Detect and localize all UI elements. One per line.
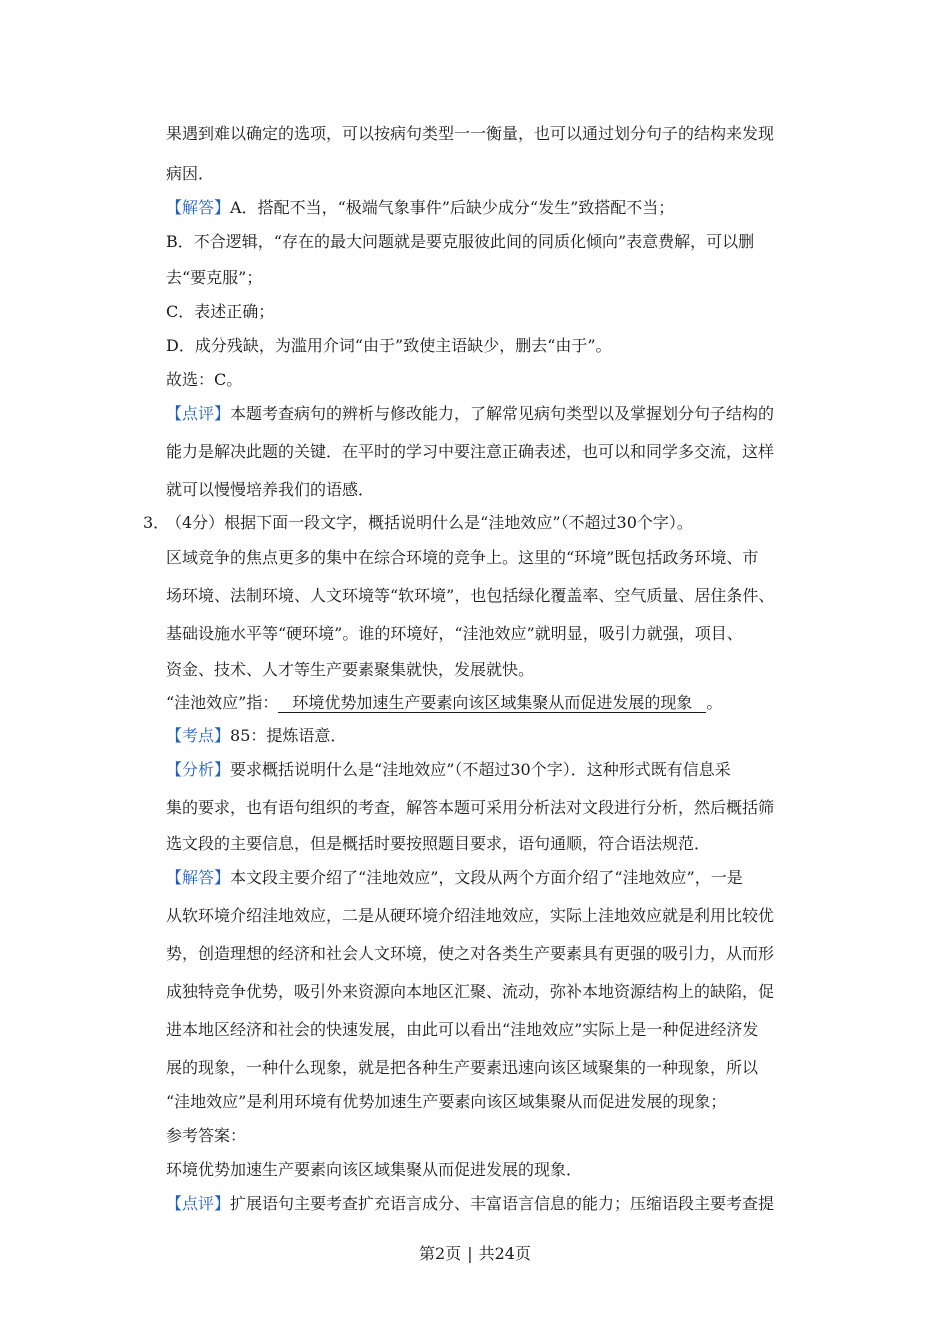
comment-paragraph: 【点评】扩展语句主要考查扩充语言成分、丰富语言信息的能力；压缩语段主要考查提 <box>166 1194 775 1213</box>
keypoint-tag: 【考点】 <box>166 726 231 745</box>
text-line: B．不合逻辑，“存在的最大问题就是要克服彼此间的同质化倾向”表意费解，可以删 <box>166 232 755 251</box>
solution-paragraph: 【解答】A．搭配不当，“极端气象事件”后缺少成分“发生”致搭配不当； <box>166 198 675 217</box>
page-footer <box>0 1244 950 1264</box>
question-number: 3． <box>143 513 170 532</box>
comment-paragraph: 【点评】本题考查病句的辨析与修改能力，了解常见病句类型以及掌握划分句子结构的 <box>166 404 775 423</box>
passage-line: 资金、技术、人才等生产要素聚集就快，发展就快。 <box>166 660 535 679</box>
keypoint-paragraph: 【考点】85：提炼语意． <box>166 726 347 745</box>
solution-tag: 【解答】 <box>166 868 231 887</box>
comment-tag: 【点评】 <box>166 404 231 423</box>
analysis-paragraph: 【分析】要求概括说明什么是“洼地效应”（不超过30个字）．这种形式既有信息采 <box>166 760 731 779</box>
text-line: 环境优势加速生产要素向该区域集聚从而促进发展的现象． <box>166 1160 583 1179</box>
text-line: 能力是解决此题的关键．在平时的学习中要注意正确表述，也可以和同学多交流，这样 <box>166 442 775 461</box>
text-line: 参考答案： <box>166 1126 247 1145</box>
text-line: 选文段的主要信息，但是概括时要按照题目要求，语句通顺，符合语法规范． <box>166 834 711 853</box>
text-line: 展的现象，一种什么现象，就是把各种生产要素迅速向该区域聚集的一种现象，所以 <box>166 1058 759 1077</box>
page-number: 第2页 <box>419 1244 462 1263</box>
text-line: 果遇到难以确定的选项，可以按病句类型一一衡量，也可以通过划分句子的结构来发现 <box>166 124 775 143</box>
text-line: 成独特竞争优势，吸引外来资源向本地区汇聚、流动，弥补本地资源结构上的缺陷，促 <box>166 982 775 1001</box>
footer-separator: | <box>467 1244 473 1263</box>
text-line: 进本地区经济和社会的快速发展，由此可以看出“洼地效应”实际上是一种促进经济发 <box>166 1020 759 1039</box>
solution-paragraph: 【解答】本文段主要介绍了“洼地效应”，文段从两个方面介绍了“洼地效应”，一是 <box>166 868 743 887</box>
text-line: C．表述正确； <box>166 302 275 321</box>
solution-tag: 【解答】 <box>166 198 231 217</box>
page-total: 共24页 <box>478 1244 531 1263</box>
passage-line: 基础设施水平等“硬环境”。谁的环境好，“洼池效应”就明显，吸引力就强，项目、 <box>166 624 743 643</box>
analysis-tag: 【分析】 <box>166 760 231 779</box>
text-line: 去“要克服”； <box>166 268 263 287</box>
text-line: 从软环境介绍洼地效应，二是从硬环境介绍洼地效应，实际上洼地效应就是利用比较优 <box>166 906 775 925</box>
question-stem: （4分）根据下面一段文字，概括说明什么是“洼地效应”（不超过30个字）。 <box>166 513 693 532</box>
passage-line: 区域竞争的焦点更多的集中在综合环境的竞争上。这里的“环境”既包括政务环境、市 <box>166 548 759 567</box>
text-line: 故选：C。 <box>166 370 243 389</box>
answer-blank: 环境优势加速生产要素向该区域集聚从而促进发展的现象 <box>278 694 706 713</box>
text-line: 病因． <box>166 164 215 183</box>
text-line: D．成分残缺，为滥用介词“由于”致使主语缺少，删去“由于”。 <box>166 336 612 355</box>
text-line: 就可以慢慢培养我们的语感． <box>166 480 375 499</box>
text-line: 势，创造理想的经济和社会人文环境，使之对各类生产要素具有更强的吸引力，从而形 <box>166 944 775 963</box>
passage-line: 场环境、法制环境、人文环境等“软环境”，也包括绿化覆盖率、空气质量、居住条件、 <box>166 586 775 605</box>
comment-tag: 【点评】 <box>166 1194 231 1213</box>
answer-line: “洼池效应”指： 环境优势加速生产要素向该区域集聚从而促进发展的现象 。 <box>166 693 723 712</box>
text-line: “洼地效应”是利用环境有优势加速生产要素向该区域集聚从而促进发展的现象； <box>166 1092 727 1111</box>
text-line: 集的要求，也有语句组织的考查，解答本题可采用分析法对文段进行分析，然后概括筛 <box>166 798 775 817</box>
